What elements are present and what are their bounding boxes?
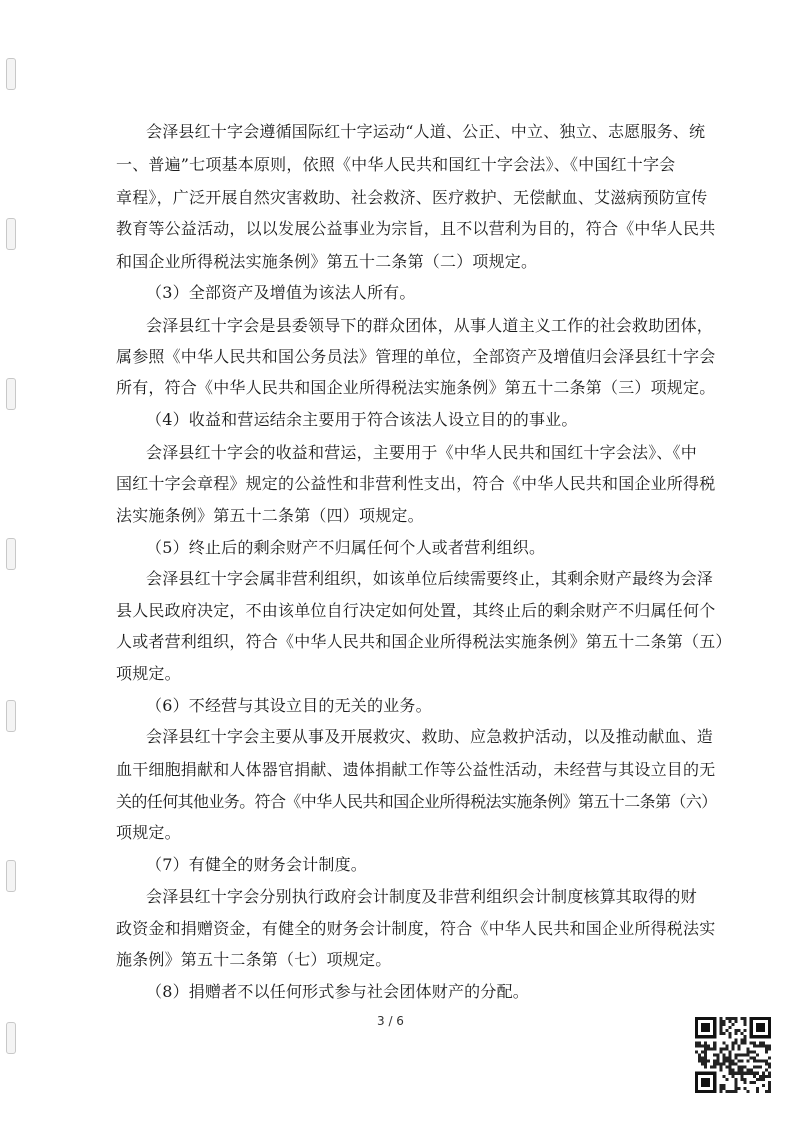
paragraph-line: 所有，符合《中华人民共和国企业所得税法实施条例》第五十二条第（三）项规定。: [116, 378, 716, 397]
paragraph-line: 会泽县红十字会的收益和营运，主要用于《中华人民共和国红十字会法》、《中: [146, 443, 698, 462]
paragraph-line: 县人民政府决定，不由该单位自行决定如何处置，其终止后的剩余财产不归属任何个: [116, 601, 716, 620]
paragraph-line: 属参照《中华人民共和国公务员法》管理的单位，全部资产及增值归会泽县红十字会: [116, 347, 716, 366]
binding-mark: [6, 218, 16, 250]
paragraph-line: 和国企业所得税法实施条例》第五十二条第（二）项规定。: [116, 252, 538, 271]
section-heading: （3）全部资产及增值为该法人所有。: [146, 283, 416, 302]
section-heading: （7）有健全的财务会计制度。: [146, 855, 367, 874]
paragraph-line: 会泽县红十字会分别执行政府会计制度及非营利组织会计制度核算其取得的财: [146, 887, 697, 906]
paragraph-line: 会泽县红十字会遵循国际红十字运动“人道、公正、中立、独立、志愿服务、统: [146, 122, 706, 141]
paragraph-line: 项规定。: [116, 664, 181, 683]
paragraph-line: 国红十字会章程》规定的公益性和非营利性支出，符合《中华人民共和国企业所得税: [116, 474, 716, 493]
paragraph-line: 施条例》第五十二条第（七）项规定。: [116, 950, 392, 969]
binding-mark: [6, 58, 16, 90]
page-number: 3 / 6: [377, 1014, 404, 1028]
paragraph-line: 章程》，广泛开展自然灾害救助、社会救济、医疗救护、无偿献血、艾滋病预防宣传: [116, 188, 708, 207]
paragraph-line: 政资金和捐赠资金，有健全的财务会计制度，符合《中华人民共和国企业所得税法实: [116, 919, 716, 938]
binding-mark: [6, 378, 16, 410]
paragraph-line: 会泽县红十字会主要从事及开展救灾、救助、应急救护活动，以及推动献血、造: [146, 727, 714, 746]
paragraph-line: 一、普遍”七项基本原则，依照《中华人民共和国红十字会法》、《中国红十字会: [116, 155, 676, 174]
binding-mark: [6, 538, 16, 570]
section-heading: （5）终止后的剩余财产不归属任何个人或者营利组织。: [146, 538, 546, 557]
section-heading: （8）捐赠者不以任何形式参与社会团体财产的分配。: [146, 982, 529, 1001]
binding-mark: [6, 1022, 16, 1054]
section-heading: （4）收益和营运结余主要用于符合该法人设立目的的事业。: [146, 410, 578, 429]
paragraph-line: 关的任何其他业务。符合《中华人民共和国企业所得税法实施条例》第五十二条第（六）: [116, 792, 717, 811]
qr-code: [695, 1017, 771, 1093]
paragraph-line: 会泽县红十字会是县委领导下的群众团体，从事人道主义工作的社会救助团体，: [146, 316, 714, 335]
paragraph-line: 项规定。: [116, 823, 181, 842]
paragraph-line: 人或者营利组织，符合《中华人民共和国企业所得税法实施条例》第五十二条第（五）: [116, 632, 732, 651]
binding-mark: [6, 860, 16, 892]
paragraph-line: 法实施条例》第五十二条第（四）项规定。: [116, 506, 424, 525]
paragraph-line: 会泽县红十字会属非营利组织，如该单位后续需要终止，其剩余财产最终为会泽: [146, 569, 714, 588]
binding-mark: [6, 700, 16, 732]
paragraph-line: 教育等公益活动，以以发展公益事业为宗旨，且不以营利为目的，符合《中华人民共: [116, 219, 716, 238]
section-heading: （6）不经营与其设立目的无关的业务。: [146, 696, 432, 715]
paragraph-line: 血干细胞捐献和人体器官捐献、遗体捐献工作等公益性活动，未经营与其设立目的无: [116, 760, 716, 779]
